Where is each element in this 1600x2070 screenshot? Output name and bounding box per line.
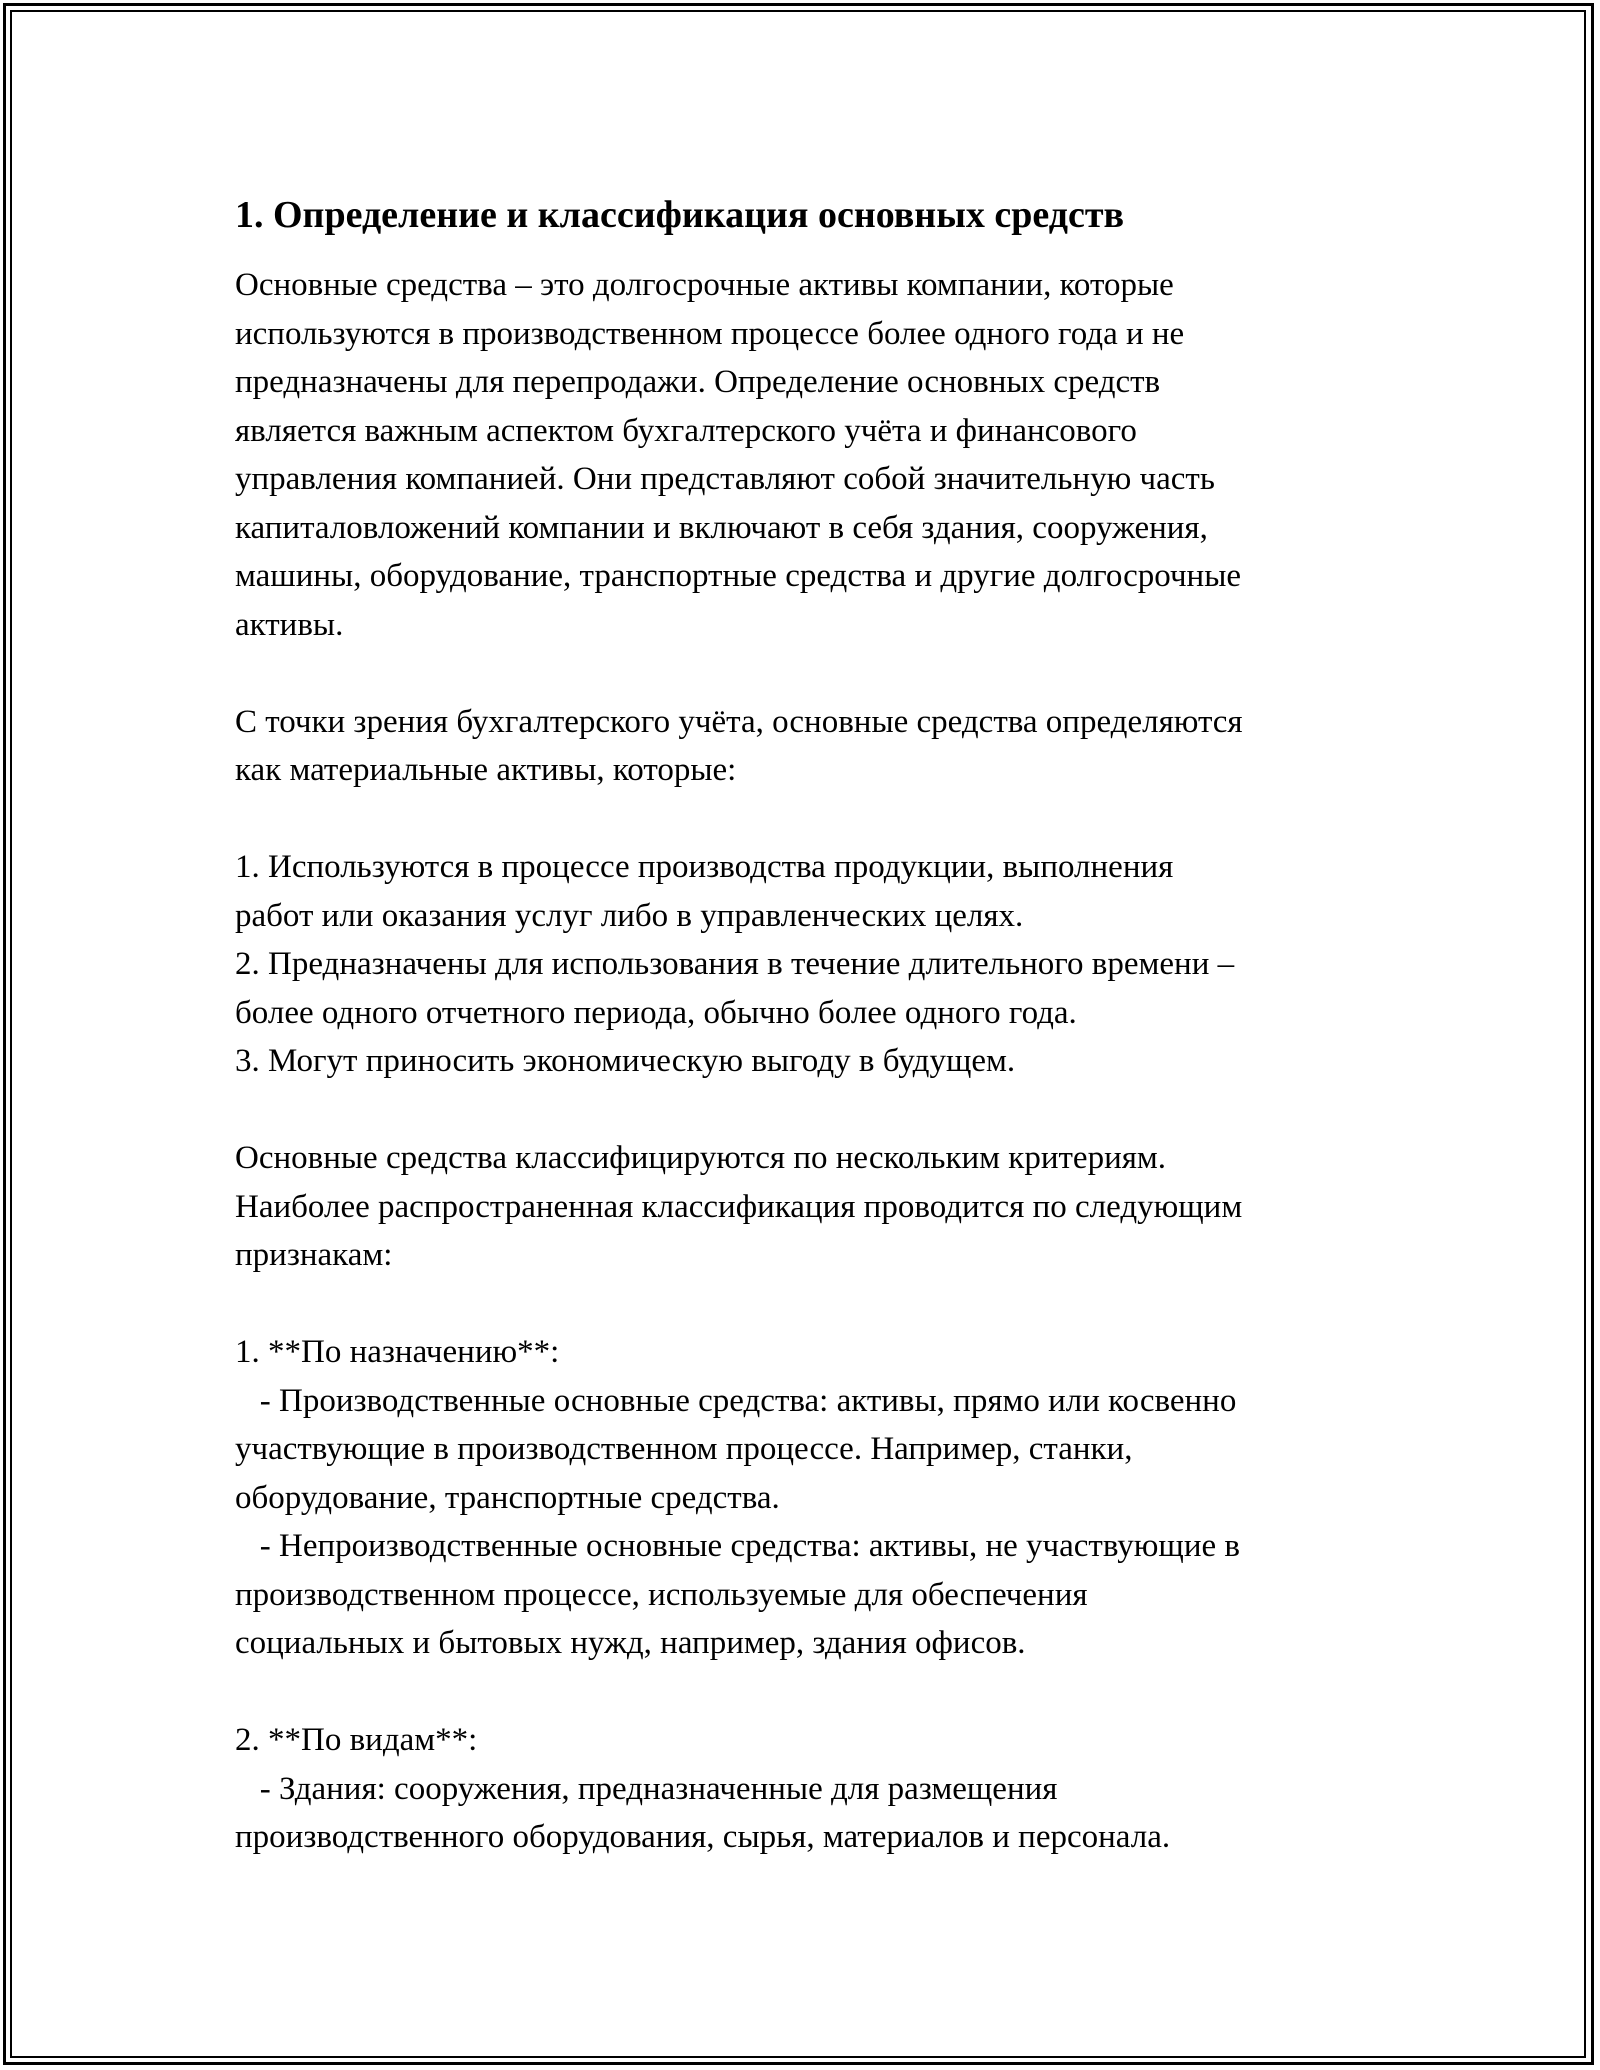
text-line: активы. — [235, 606, 344, 643]
text-line: машины, оборудование, транспортные средства и другие долгосрочные — [235, 558, 1242, 594]
text-line: - Здания: сооружения, предназначенные для размещения — [235, 1770, 1058, 1807]
text-line: участвующие в производственном процессе. Например, станки, — [235, 1431, 1133, 1467]
blank-line — [235, 795, 1395, 844]
blank-line — [235, 1280, 1395, 1329]
text-line: социальных и бытовых нужд, например, здания офисов. — [235, 1625, 1026, 1661]
text-line: является важным аспектом бухгалтерского учёта и финансового — [235, 412, 1137, 449]
text-line: - Непроизводственные основные средства: активы, не участвующие в — [235, 1528, 1240, 1564]
text-line: 1. Используются в процессе производства продукции, выполнения — [235, 849, 1174, 885]
text-line: признакам: — [235, 1237, 393, 1273]
document-body — [235, 185, 1395, 1862]
text-line: оборудование, транспортные средства. — [235, 1479, 780, 1516]
document-title: 1. Определение и классификация основных средств — [235, 194, 1125, 236]
text-line: 1. **По назначению**: — [235, 1334, 560, 1370]
blank-line — [235, 1086, 1395, 1135]
text-line: более одного отчетного периода, обычно более одного года. — [235, 994, 1077, 1031]
text-line: С точки зрения бухгалтерского учёта, основные средства определяются — [235, 703, 1243, 740]
text-line: как материальные активы, которые: — [235, 752, 737, 788]
text-line: работ или оказания услуг либо в управленческих целях. — [235, 897, 1024, 934]
text-line: предназначены для перепродажи. Определение основных средств — [235, 364, 1161, 400]
text-line: 3. Могут приносить экономическую выгоду в будущем. — [235, 1043, 1016, 1079]
document-text — [235, 261, 1395, 1862]
text-line: 2. **По видам**: — [235, 1722, 478, 1758]
text-line: - Производственные основные средства: активы, прямо или косвенно — [235, 1382, 1237, 1419]
text-line: производственном процессе, используемые для обеспечения — [235, 1576, 1088, 1613]
text-line: управления компанией. Они представляют собой значительную часть — [235, 461, 1215, 497]
text-line: капиталовложений компании и включают в себя здания, сооружения, — [235, 509, 1208, 546]
text-line: используются в производственном процессе более одного года и не — [235, 315, 1185, 352]
blank-line — [235, 649, 1395, 698]
text-line: Наиболее распространенная классификация проводится по следующим — [235, 1188, 1243, 1225]
blank-line — [235, 1668, 1395, 1717]
text-line: 2. Предназначены для использования в течение длительного времени – — [235, 946, 1235, 982]
text-line: производственного оборудования, сырья, материалов и персонала. — [235, 1819, 1171, 1855]
text-line: Основные средства классифицируются по нескольким критериям. — [235, 1140, 1167, 1176]
text-line: Основные средства – это долгосрочные активы компании, которые — [235, 267, 1174, 303]
